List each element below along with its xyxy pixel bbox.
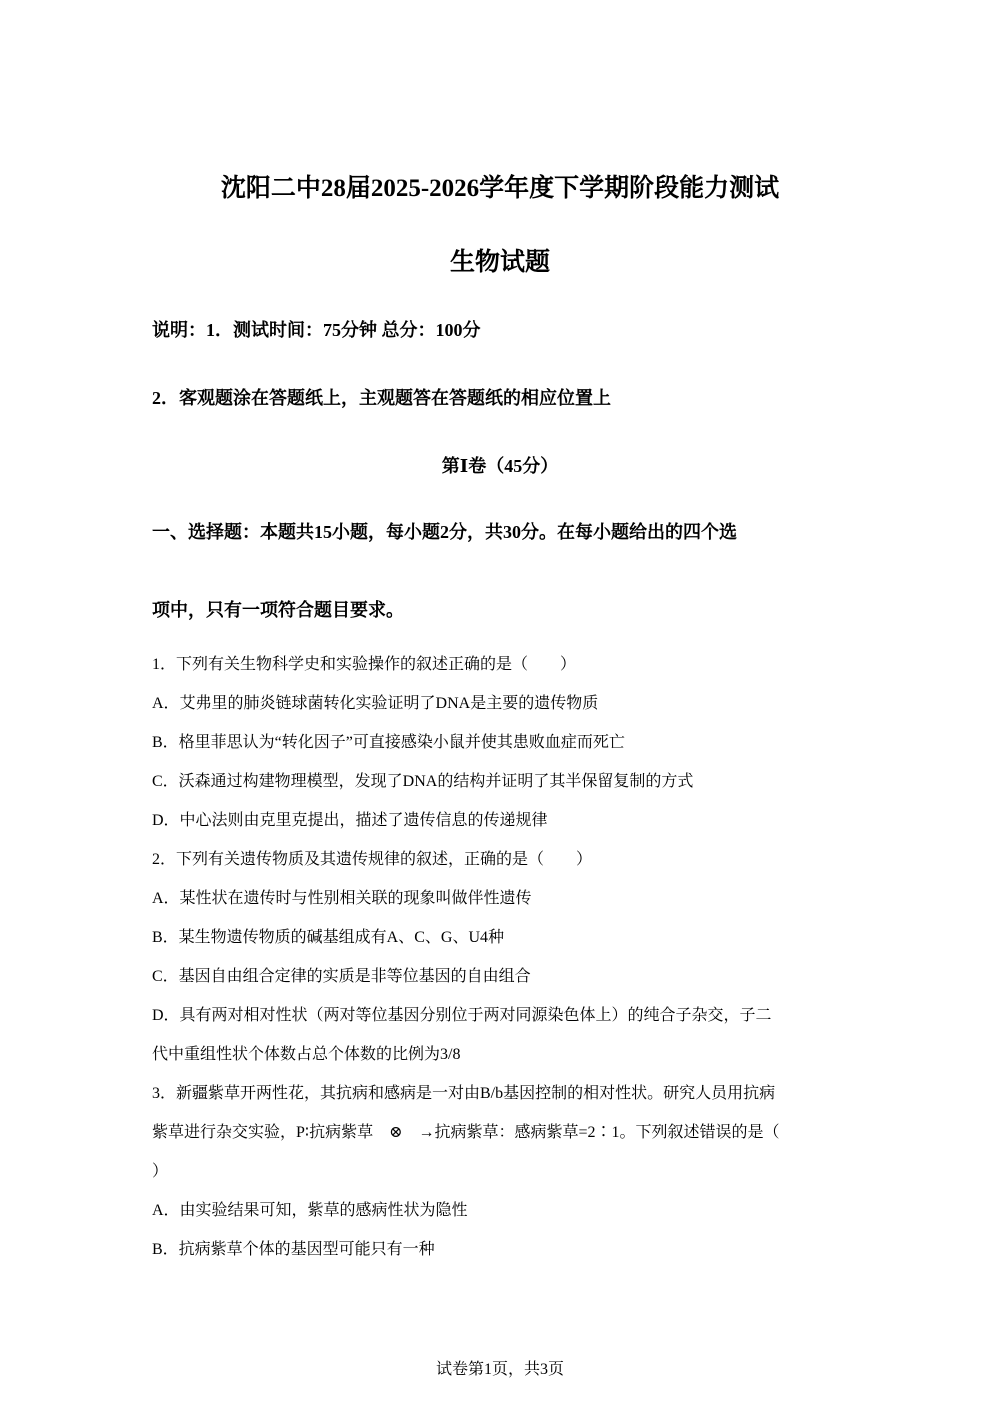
question-2-option-b: B．某生物遗传物质的碱基组成有A、C、G、U4种 — [152, 929, 505, 946]
question-1-stem: 1．下列有关生物科学史和实验操作的叙述正确的是（ ） — [152, 656, 577, 673]
exam-subtitle: 生物试题 — [449, 249, 550, 276]
question-3-option-b: B．抗病紫草个体的基因型可能只有一种 — [152, 1241, 435, 1258]
instructions-line-1: 说明：1．测试时间：75分钟 总分：100分 — [152, 320, 481, 340]
question-3-stem-line-3: ） — [152, 1163, 169, 1180]
question-2-option-d-line-1: D．具有两对相对性状（两对等位基因分别位于两对同源染色体上）的纯合子杂交，子二 — [152, 1007, 772, 1024]
question-1-option-c: C．沃森通过构建物理模型，发现了DNA的结构并证明了其半保留复制的方式 — [152, 773, 694, 790]
question-2-option-d-line-2: 代中重组性状个体数占总个体数的比例为3/8 — [152, 1046, 461, 1063]
section-heading-line-2: 项中，只有一项符合题目要求。 — [152, 600, 404, 620]
question-2-option-a: A．某性状在遗传时与性别相关联的现象叫做伴性遗传 — [152, 890, 532, 907]
question-3-stem-line-1: 3．新疆紫草开两性花，其抗病和感病是一对由B/b基因控制的相对性状。研究人员用抗病 — [152, 1085, 776, 1102]
volume-heading: 第Ⅰ卷（45分） — [441, 456, 559, 476]
question-1-option-a: A．艾弗里的肺炎链球菌转化实验证明了DNA是主要的遗传物质 — [152, 695, 599, 712]
question-1-option-b: B．格里菲思认为“转化因子”可直接感染小鼠并使其患败血症而死亡 — [152, 734, 625, 751]
question-1-option-d: D．中心法则由克里克提出，描述了遗传信息的传递规律 — [152, 812, 548, 829]
section-heading-line-1: 一、选择题：本题共15小题，每小题2分，共30分。在每小题给出的四个选 — [152, 522, 737, 542]
page-footer: 试卷第1页，共3页 — [435, 1361, 564, 1378]
question-3-stem-line-2: 紫草进行杂交实验，P∶抗病紫草 ⊗ →抗病紫草：感病紫草=2∶1。下列叙述错误的是（ — [152, 1124, 780, 1141]
exam-title: 沈阳二中28届2025-2026学年度下学期阶段能力测试 — [220, 175, 780, 202]
question-2-option-c: C．基因自由组合定律的实质是非等位基因的自由组合 — [152, 968, 531, 985]
question-2-stem: 2．下列有关遗传物质及其遗传规律的叙述，正确的是（ ） — [152, 851, 593, 868]
instructions-line-2: 2．客观题涂在答题纸上，主观题答在答题纸的相应位置上 — [152, 388, 611, 408]
question-3-option-a: A．由实验结果可知，紫草的感病性状为隐性 — [152, 1202, 468, 1219]
